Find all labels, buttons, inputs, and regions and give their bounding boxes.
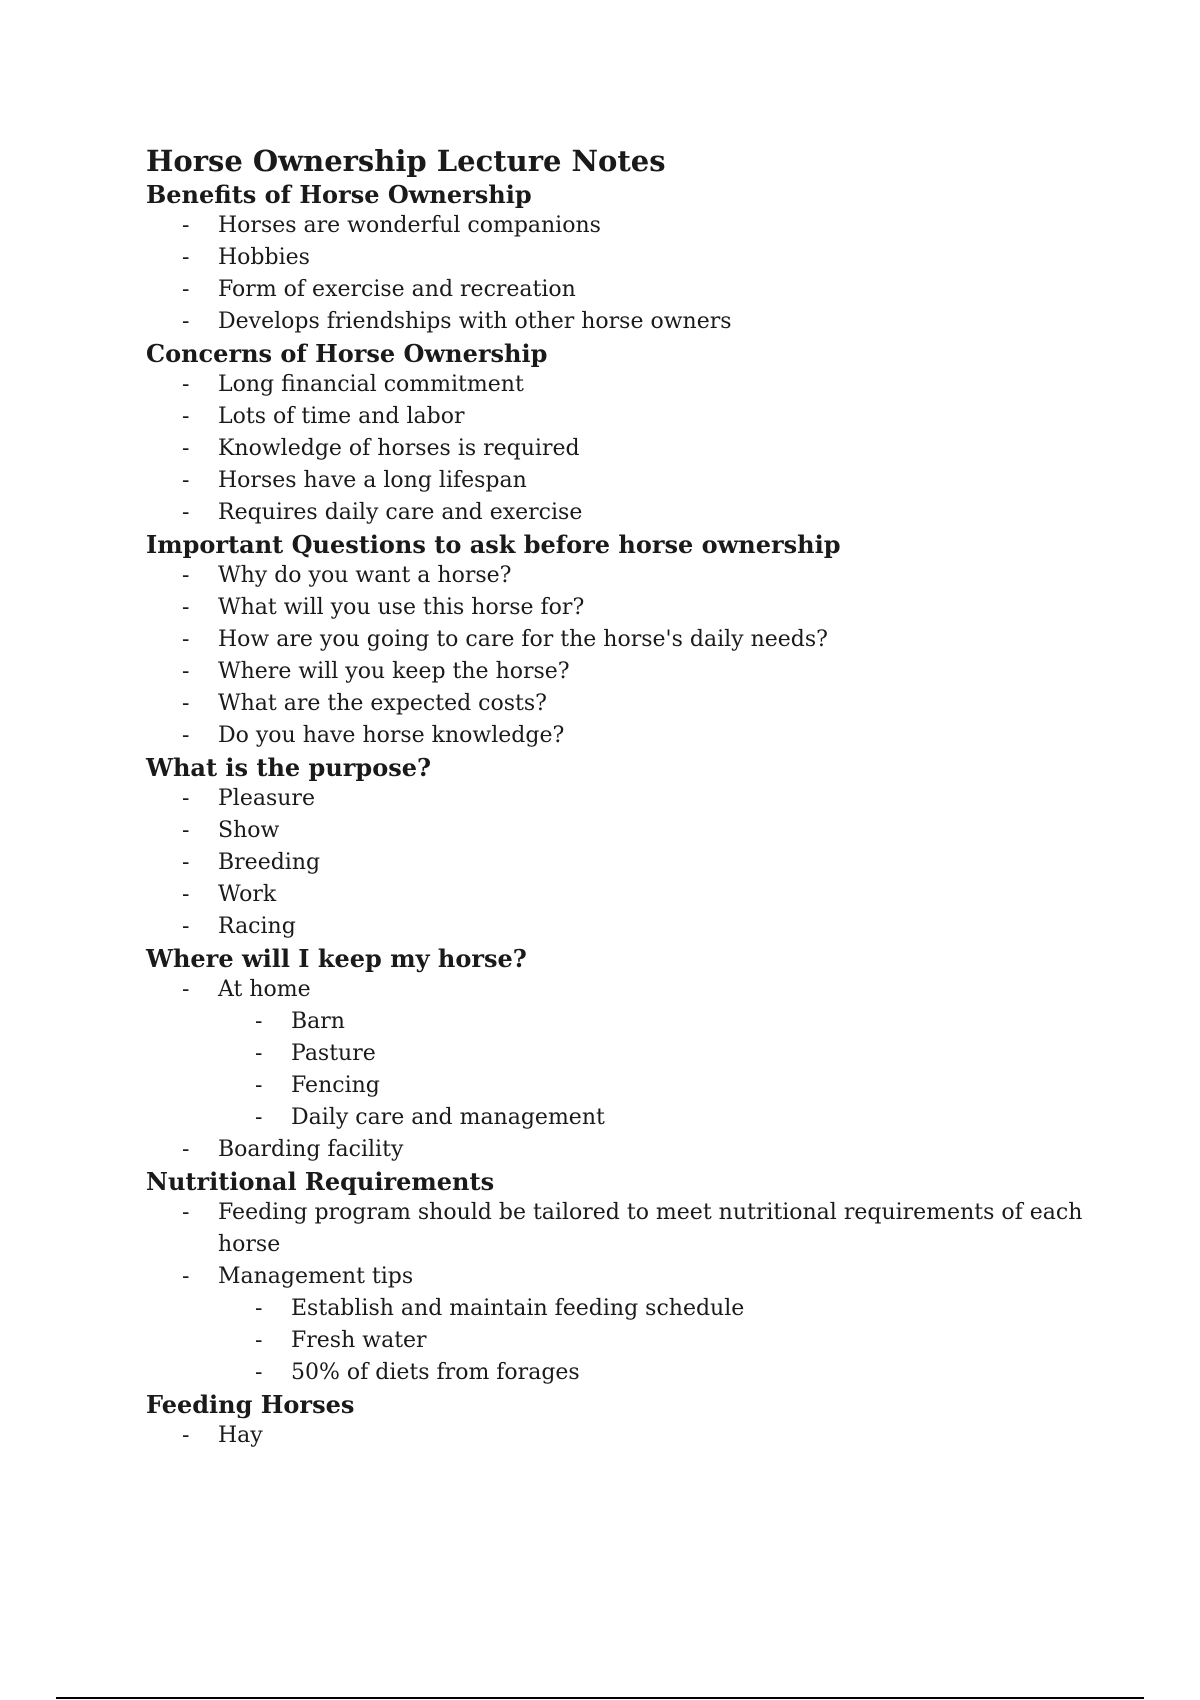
dash-bullet-icon: - [182, 723, 190, 748]
dash-bullet-icon: - [182, 659, 190, 684]
list-item [146, 210, 1106, 242]
list-item [146, 306, 1106, 338]
list-item [146, 1197, 1106, 1261]
dash-bullet-icon: - [182, 277, 190, 302]
dash-bullet-icon: - [182, 691, 190, 716]
bullet-list [146, 1420, 1106, 1452]
bullet-list [146, 974, 1106, 1166]
list-item-text: Barn [291, 1009, 345, 1034]
dash-bullet-icon: - [182, 436, 190, 461]
list-item-text: Feeding program should be tailored to meet nutritional requirements of each horse [218, 1200, 1083, 1257]
dash-bullet-icon: - [182, 468, 190, 493]
dash-bullet-icon: - [182, 213, 190, 238]
list-item-text: Form of exercise and recreation [218, 277, 576, 302]
list-item-text: At home [218, 977, 311, 1002]
dash-bullet-icon: - [182, 309, 190, 334]
list-item-text: What are the expected costs? [218, 691, 547, 716]
list-item-text: Fresh water [291, 1328, 427, 1353]
dash-bullet-icon: - [182, 977, 190, 1002]
dash-bullet-icon: - [255, 1105, 263, 1130]
dash-bullet-icon: - [255, 1328, 263, 1353]
sub-list-item [146, 1102, 1106, 1134]
list-item-text: How are you going to care for the horse's daily needs? [218, 627, 828, 652]
list-item-text: Work [218, 882, 277, 907]
bullet-list [146, 369, 1106, 529]
dash-bullet-icon: - [182, 882, 190, 907]
list-item-text: Pleasure [218, 786, 315, 811]
section-heading: What is the purpose? [146, 753, 432, 782]
dash-bullet-icon: - [255, 1360, 263, 1385]
list-item [146, 624, 1106, 656]
list-item-text: Knowledge of horses is required [218, 436, 580, 461]
page-title: Horse Ownership Lecture Notes [146, 144, 666, 178]
dash-bullet-icon: - [182, 1137, 190, 1162]
list-item [146, 369, 1106, 401]
dash-bullet-icon: - [182, 818, 190, 843]
sub-list-item [146, 1293, 1106, 1325]
list-item-text: Horses are wonderful companions [218, 213, 601, 238]
dash-bullet-icon: - [182, 627, 190, 652]
sub-list-item [146, 1325, 1106, 1357]
dash-bullet-icon: - [182, 372, 190, 397]
dash-bullet-icon: - [182, 1200, 190, 1225]
list-item-text: Breeding [218, 850, 321, 875]
dash-bullet-icon: - [182, 500, 190, 525]
list-item-text: Where will you keep the horse? [218, 659, 570, 684]
list-item-text: Establish and maintain feeding schedule [291, 1296, 745, 1321]
sub-list-item [146, 1357, 1106, 1389]
list-item-text: Fencing [291, 1073, 380, 1098]
list-item [146, 242, 1106, 274]
list-item-text: Hobbies [218, 245, 310, 270]
dash-bullet-icon: - [182, 245, 190, 270]
section-heading: Feeding Horses [146, 1390, 355, 1419]
list-item-text: Daily care and management [291, 1105, 605, 1130]
section-heading: Important Questions to ask before horse ownership [146, 530, 841, 559]
list-item-text: 50% of diets from forages [291, 1360, 580, 1385]
list-item [146, 815, 1106, 847]
dash-bullet-icon: - [182, 563, 190, 588]
section-heading: Benefits of Horse Ownership [146, 180, 532, 209]
bullet-list [146, 1197, 1106, 1389]
bullet-list [146, 783, 1106, 943]
list-item [146, 401, 1106, 433]
list-item-text: Why do you want a horse? [218, 563, 512, 588]
list-item [146, 688, 1106, 720]
list-item-text: Racing [218, 914, 296, 939]
list-item [146, 911, 1106, 943]
list-item [146, 560, 1106, 592]
list-item-text: Pasture [291, 1041, 376, 1066]
section-heading: Nutritional Requirements [146, 1167, 495, 1196]
list-item [146, 1420, 1106, 1452]
list-item [146, 465, 1106, 497]
list-item [146, 592, 1106, 624]
list-item [146, 1261, 1106, 1293]
list-item-text: What will you use this horse for? [218, 595, 585, 620]
dash-bullet-icon: - [255, 1073, 263, 1098]
list-item-text: Boarding facility [218, 1137, 404, 1162]
list-item-text: Requires daily care and exercise [218, 500, 583, 525]
dash-bullet-icon: - [255, 1009, 263, 1034]
list-item-text: Hay [218, 1423, 263, 1448]
footer-divider [56, 1697, 1144, 1699]
list-item-text: Show [218, 818, 280, 843]
list-item [146, 783, 1106, 815]
list-item-text: Do you have horse knowledge? [218, 723, 565, 748]
list-item-text: Management tips [218, 1264, 414, 1289]
dash-bullet-icon: - [182, 914, 190, 939]
list-item-text: Lots of time and labor [218, 404, 465, 429]
dash-bullet-icon: - [182, 786, 190, 811]
section-heading: Concerns of Horse Ownership [146, 339, 548, 368]
list-item-text: Develops friendships with other horse owners [218, 309, 732, 334]
bullet-list [146, 210, 1106, 338]
list-item [146, 847, 1106, 879]
document-page [146, 143, 1106, 1452]
list-item-text: Horses have a long lifespan [218, 468, 527, 493]
dash-bullet-icon: - [182, 595, 190, 620]
dash-bullet-icon: - [182, 404, 190, 429]
sub-list-item [146, 1070, 1106, 1102]
list-item [146, 274, 1106, 306]
list-item [146, 879, 1106, 911]
list-item [146, 1134, 1106, 1166]
dash-bullet-icon: - [182, 850, 190, 875]
section-heading: Where will I keep my horse? [146, 944, 527, 973]
bullet-list [146, 560, 1106, 752]
list-item [146, 497, 1106, 529]
list-item-text: Long financial commitment [218, 372, 524, 397]
dash-bullet-icon: - [255, 1041, 263, 1066]
list-item [146, 720, 1106, 752]
list-item [146, 433, 1106, 465]
list-item [146, 656, 1106, 688]
list-item [146, 974, 1106, 1006]
dash-bullet-icon: - [255, 1296, 263, 1321]
sub-list-item [146, 1038, 1106, 1070]
sections-container [146, 179, 1106, 1452]
dash-bullet-icon: - [182, 1264, 190, 1289]
sub-list-item [146, 1006, 1106, 1038]
dash-bullet-icon: - [182, 1423, 190, 1448]
